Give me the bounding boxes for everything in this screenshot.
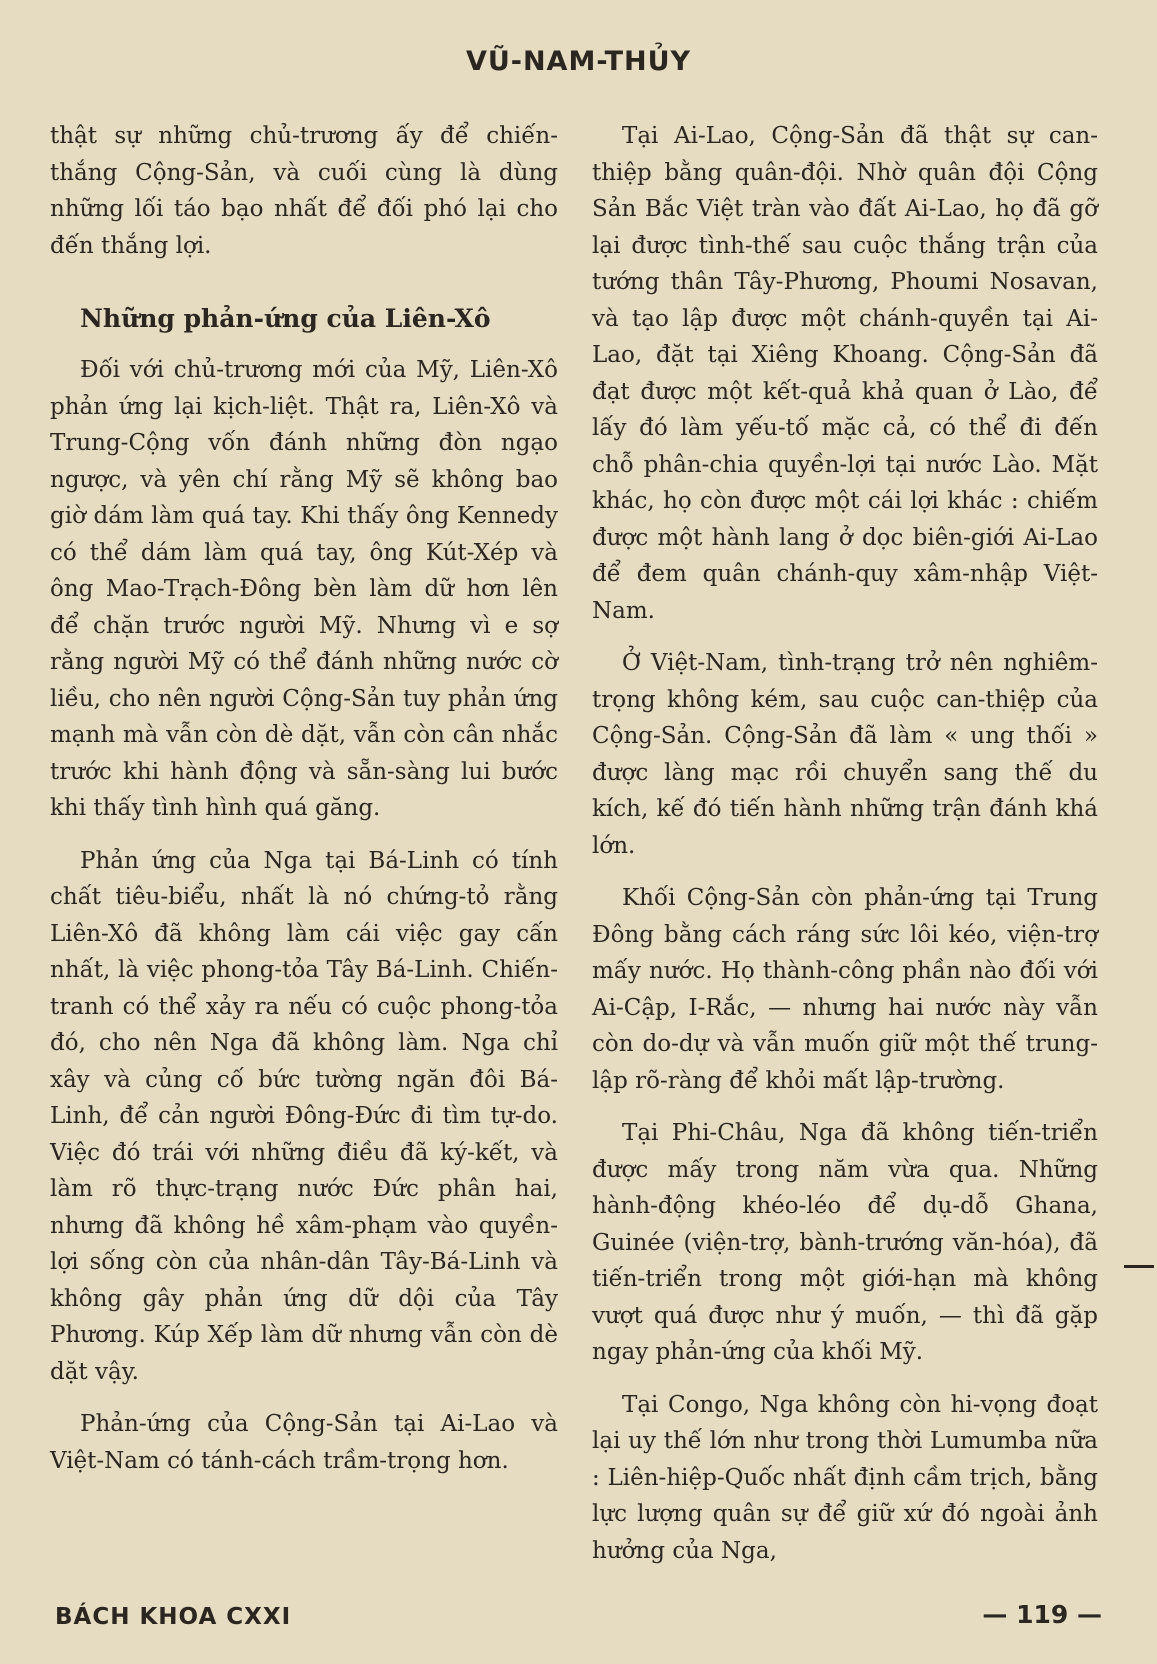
right-column — [592, 118, 1098, 1569]
margin-mark — [1124, 1265, 1154, 1268]
paragraph: Tại Congo, Nga không còn hi-vọng đoạt lại uy thế lớn như trong thời Lumumba nữa : Liên-hiệp-Quốc nhất định cầm trịch, bằng lực lượng quân sự để giữ xứ đó ngoài ảnh hưởng của Nga, — [592, 1391, 1098, 1564]
paragraph: Đối với chủ-trương mới của Mỹ, Liên-Xô phản ứng lại kịch-liệt. Thật ra, Liên-Xô và Trung-Cộng vốn đánh những đòn ngạo ngược, và yên chí rằng Mỹ sẽ không bao giờ dám làm quá tay. Khi thấy ông Kennedy có thể dám làm quá tay, ông Kút-Xép và ông Mao-Trạch-Đông bèn làm dữ hơn lên để chặn trước người Mỹ. Nhưng vì e sợ rằng người Mỹ có thể đánh những nước cờ liều, cho nên người Cộng-Sản tuy phản ứng mạnh mà vẫn còn dè dặt, vẫn còn cân nhắc trước khi hành động và sẵn-sàng lui bước khi thấy tình hình quá găng. — [50, 357, 558, 821]
left-column — [50, 118, 558, 1479]
paragraph: Ở Việt-Nam, tình-trạng trở nên nghiêm-trọng không kém, sau cuộc can-thiệp của Cộng-Sản. Cộng-Sản đã làm « ung thối » được làng mạc rồi chuyển sang thế du kích, kế đó tiến hành những trận đánh khá lớn. — [592, 650, 1098, 859]
paragraph: thật sự những chủ-trương ấy để chiến-thắng Cộng-Sản, và cuối cùng là dùng những lối táo bạo nhất để đối phó lại cho đến thắng lợi. — [50, 123, 558, 259]
section-heading: Những phản-ứng của Liên-Xô — [80, 304, 491, 333]
paragraph: Tại Ai-Lao, Cộng-Sản đã thật sự can-thiệp bằng quân-đội. Nhờ quân đội Cộng Sản Bắc Việt tràn vào đất Ai-Lao, họ đã gỡ lại được tình-thế sau cuộc thắng trận của tướng thân Tây-Phương, Phoumi Nosavan, và tạo lập được một chánh-quyền tại Ai-Lao, đặt tại Xiêng Khoang. Cộng-Sản đã đạt được một kết-quả khả quan ở Lào, để lấy đó làm yếu-tố mặc cả, có thể đi đến chỗ phân-chia quyền-lợi tại nước Lào. Mặt khác, họ còn được một cái lợi khác : chiếm được một hành lang ở dọc biên-giới Ai-Lao để đem quân chánh-quy xâm-nhập Việt-Nam. — [592, 123, 1098, 624]
journal-name: BÁCH KHOA CXXI — [55, 1604, 292, 1630]
page-number: — 119 — — [982, 1600, 1102, 1629]
paragraph: Tại Phi-Châu, Nga đã không tiến-triển được mấy trong năm vừa qua. Những hành-động khéo-léo để dụ-dỗ Ghana, Guinée (viện-trợ, bành-trướng văn-hóa), đã tiến-triển trong một giới-hạn mà không vượt quá được như ý muốn, — thì đã gặp ngay phản-ứng của khối Mỹ. — [592, 1120, 1098, 1365]
running-head: VŨ-NAM-THỦY — [465, 46, 692, 77]
paragraph: Phản ứng của Nga tại Bá-Linh có tính chất tiêu-biểu, nhất là nó chứng-tỏ rằng Liên-Xô đã không làm cái việc gay cấn nhất, là việc phong-tỏa Tây Bá-Linh. Chiến-tranh có thể xảy ra nếu có cuộc phong-tỏa đó, cho nên Nga đã không làm. Nga chỉ xây và củng cố bức tường ngăn đôi Bá-Linh, để cản người Đông-Đức đi tìm tự-do. Việc đó trái với những điều đã ký-kết, và làm rõ thực-trạng nước Đức phân hai, nhưng đã không hề xâm-phạm vào quyền-lợi sống còn của nhân-dân Tây-Bá-Linh và không gây phản ứng dữ dội của Tây Phương. Kúp Xếp làm dữ nhưng vẫn còn dè dặt vậy. — [50, 847, 558, 1385]
paragraph: Phản-ứng của Cộng-Sản tại Ai-Lao và Việt-Nam có tánh-cách trầm-trọng hơn. — [50, 1411, 558, 1474]
paragraph: Khối Cộng-Sản còn phản-ứng tại Trung Đông bằng cách ráng sức lôi kéo, viện-trợ mấy nước. Họ thành-công phần nào đối với Ai-Cập, I-Rắc, — nhưng hai nước này vẫn còn do-dự và vẫn muốn giữ một thế trung-lập rõ-ràng để khỏi mất lập-trường. — [592, 885, 1098, 1094]
